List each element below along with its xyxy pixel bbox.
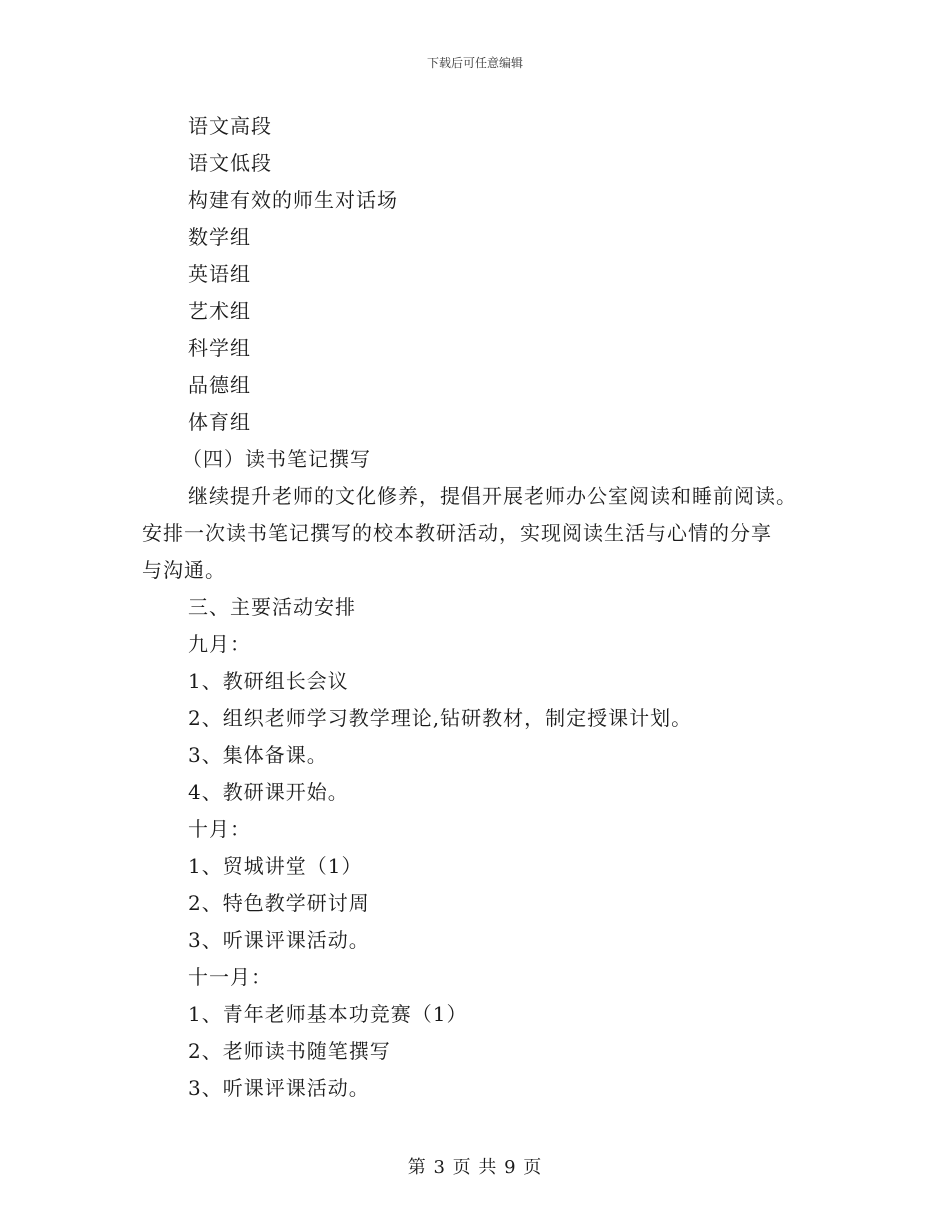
list-item: 2、组织老师学习教学理论,钻研教材，制定授课计划。 [188, 706, 693, 730]
page-header: 下载后可任意编辑 [426, 56, 523, 70]
list-item: 语文低段 [188, 151, 272, 175]
list-item: 艺术组 [188, 299, 251, 323]
paragraph-line: 继续提升老师的文化修养，提倡开展老师办公室阅读和睡前阅读。 [188, 484, 797, 508]
list-item: 3、听课评课活动。 [188, 1076, 370, 1100]
list-item: 2、老师读书随笔撰写 [188, 1039, 391, 1063]
section-three-heading: 三、主要活动安排 [188, 595, 356, 619]
list-item: 3、集体备课。 [188, 743, 328, 767]
list-item: 1、青年老师基本功竞赛（1） [188, 1002, 468, 1026]
list-item: 1、教研组长会议 [188, 669, 349, 693]
section-four-heading: （四）读书笔记撰写 [182, 447, 371, 471]
list-item: 语文高段 [188, 114, 272, 138]
list-item: 4、教研课开始。 [188, 780, 349, 804]
page-footer: 第 3 页 共 9 页 [407, 1157, 543, 1178]
paragraph-line: 与沟通。 [142, 558, 226, 582]
list-item: 1、贸城讲堂（1） [188, 854, 363, 878]
month-label-september: 九月： [188, 632, 251, 656]
paragraph-line: 安排一次读书笔记撰写的校本教研活动，实现阅读生活与心情的分享 [142, 521, 772, 545]
list-item: 数学组 [188, 225, 251, 249]
list-item: 构建有效的师生对话场 [188, 188, 398, 212]
document-body [142, 108, 832, 1107]
month-label-october: 十月： [188, 817, 251, 841]
list-item: 科学组 [188, 336, 251, 360]
list-item: 英语组 [188, 262, 251, 286]
list-item: 3、听课评课活动。 [188, 928, 370, 952]
month-label-november: 十一月： [188, 965, 272, 989]
list-item: 2、特色教学研讨周 [188, 891, 370, 915]
list-item: 体育组 [188, 410, 251, 434]
list-item: 品德组 [188, 373, 251, 397]
